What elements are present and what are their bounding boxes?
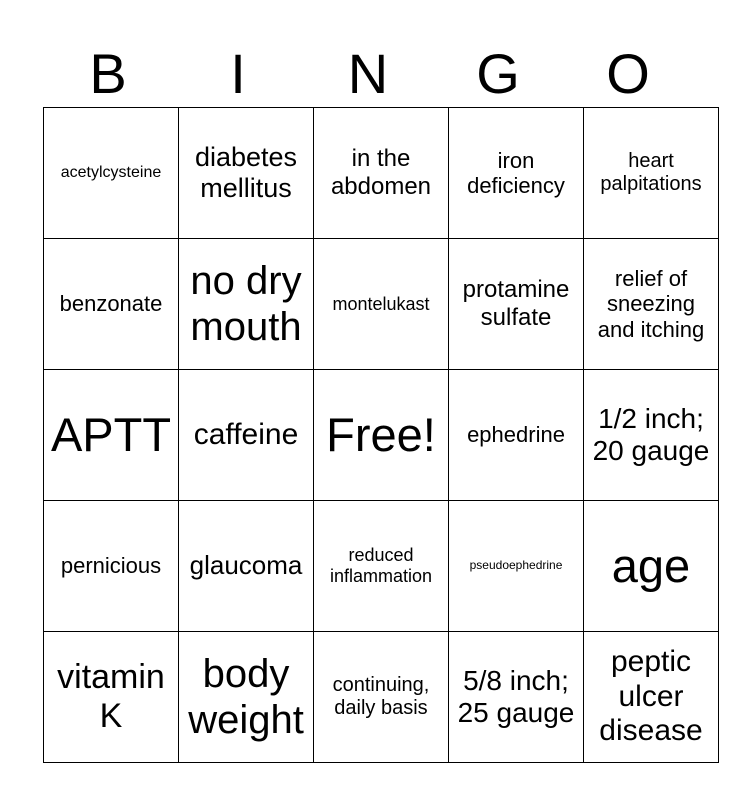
bingo-cell[interactable]: vitamin K — [44, 632, 179, 763]
bingo-cell[interactable]: relief of sneezing and itching — [584, 239, 719, 370]
board-row — [44, 632, 719, 763]
board-row — [44, 108, 719, 239]
header-letter-o: O — [606, 42, 650, 105]
bingo-cell[interactable]: acetylcysteine — [44, 108, 179, 239]
header-letter-g: G — [476, 42, 520, 105]
bingo-cell[interactable]: reduced inflammation — [314, 501, 449, 632]
bingo-cell[interactable]: no dry mouth — [179, 239, 314, 370]
board-row — [44, 370, 719, 501]
bingo-cell[interactable]: caffeine — [179, 370, 314, 501]
header-letter-i: I — [230, 42, 246, 105]
bingo-cell[interactable]: montelukast — [314, 239, 449, 370]
bingo-cell[interactable]: diabetes mellitus — [179, 108, 314, 239]
header-letter-b: B — [89, 42, 127, 105]
bingo-cell[interactable]: 5/8 inch; 25 gauge — [449, 632, 584, 763]
bingo-cell[interactable]: protamine sulfate — [449, 239, 584, 370]
bingo-board — [43, 107, 719, 763]
free-space-cell[interactable]: Free! — [314, 370, 449, 501]
bingo-cell[interactable]: heart palpitations — [584, 108, 719, 239]
bingo-cell[interactable]: peptic ulcer disease — [584, 632, 719, 763]
bingo-cell[interactable]: pernicious — [44, 501, 179, 632]
bingo-cell[interactable]: age — [584, 501, 719, 632]
board-row — [44, 501, 719, 632]
bingo-cell[interactable]: iron deficiency — [449, 108, 584, 239]
bingo-cell[interactable]: 1/2 inch; 20 gauge — [584, 370, 719, 501]
header-letter-n: N — [347, 42, 389, 105]
board-row — [44, 239, 719, 370]
bingo-cell[interactable]: body weight — [179, 632, 314, 763]
bingo-cell[interactable]: ephedrine — [449, 370, 584, 501]
bingo-cell[interactable]: glaucoma — [179, 501, 314, 632]
bingo-cell[interactable]: in the abdomen — [314, 108, 449, 239]
bingo-cell[interactable]: APTT — [44, 370, 179, 501]
bingo-cell[interactable]: benzonate — [44, 239, 179, 370]
bingo-header — [43, 40, 693, 108]
bingo-cell[interactable]: pseudoephedrine — [449, 501, 584, 632]
bingo-cell[interactable]: continuing, daily basis — [314, 632, 449, 763]
